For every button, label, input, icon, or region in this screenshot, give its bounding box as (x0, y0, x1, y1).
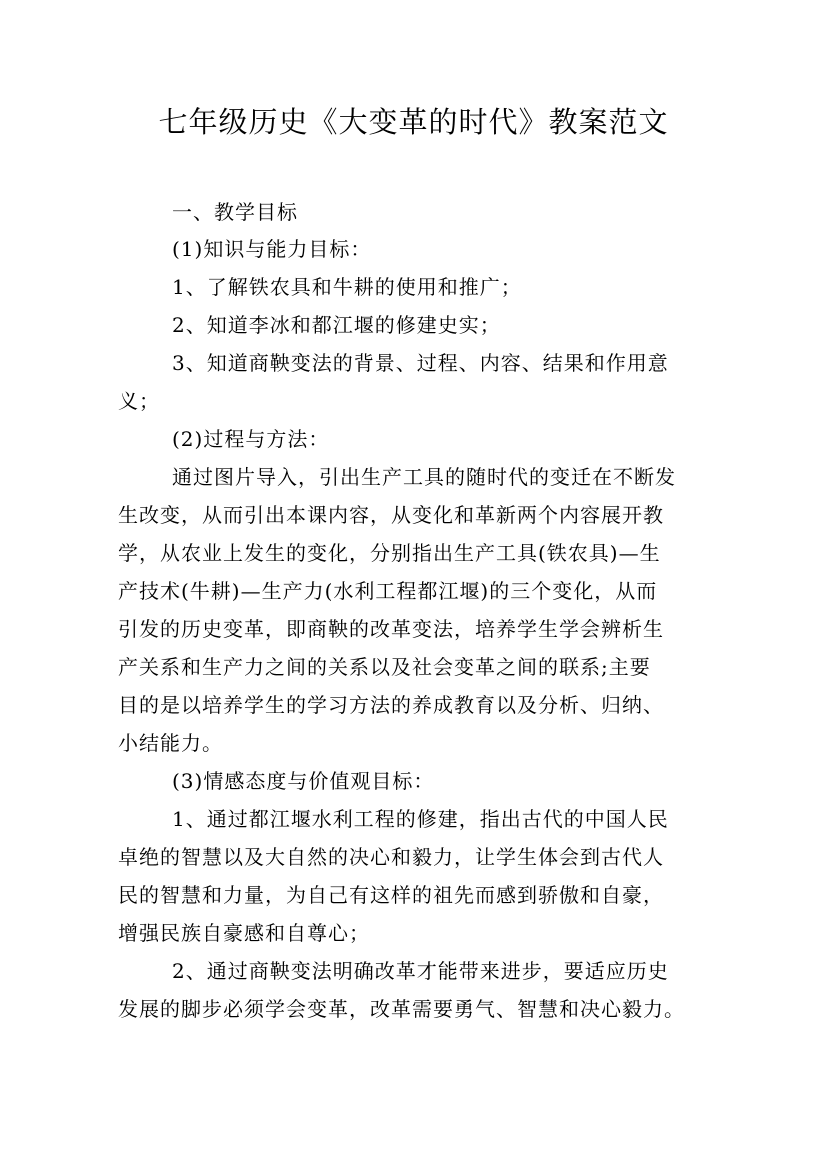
subheading-process-method: (2)过程与方法： (172, 427, 330, 451)
paragraph-line: 目的是以培养学生的学习方法的养成教育以及分析、归纳、 (118, 693, 664, 717)
goal-item-2: 2、知道李冰和都江堰的修建史实； (172, 313, 501, 337)
document-title: 七年级历史《大变革的时代》教案范文 (158, 105, 669, 139)
subheading-knowledge-ability: (1)知识与能力目标： (172, 237, 372, 261)
paragraph-line: 学，从农业上发生的变化，分别指出生产工具(铁农具)—生 (118, 541, 661, 565)
paragraph-line: 生改变，从而引出本课内容，从变化和革新两个内容展开教 (118, 503, 664, 527)
paragraph-line: 通过图片导入，引出生产工具的随时代的变迁在不断发 (172, 465, 676, 489)
heading-teaching-goals: 一、教学目标 (172, 200, 298, 224)
paragraph-line: 产关系和生产力之间的关系以及社会变革之间的联系;主要 (118, 655, 651, 679)
paragraph-line: 产技术(牛耕)—生产力(水利工程都江堰)的三个变化，从而 (118, 579, 658, 603)
paragraph-line: 增强民族自豪感和自尊心； (118, 921, 370, 945)
goal-item-3: 3、知道商鞅变法的背景、过程、内容、结果和作用意 (172, 351, 669, 375)
paragraph-line: 发展的脚步必须学会变革，改革需要勇气、智慧和决心毅力。 (118, 997, 685, 1021)
goal-item-1: 1、了解铁农具和牛耕的使用和推广； (172, 275, 522, 299)
paragraph-line: 2、通过商鞅变法明确改革才能带来进步，要适应历史 (172, 959, 669, 983)
paragraph-line: 民的智慧和力量，为自己有这样的祖先而感到骄傲和自豪， (118, 883, 664, 907)
paragraph-line: 引发的历史变革，即商鞅的改革变法，培养学生学会辨析生 (118, 617, 664, 641)
paragraph-line: 1、通过都江堰水利工程的修建，指出古代的中国人民 (172, 807, 669, 831)
goal-item-3-cont: 义； (118, 389, 160, 413)
paragraph-line: 小结能力。 (118, 731, 223, 755)
paragraph-line: 卓绝的智慧以及大自然的决心和毅力，让学生体会到古代人 (118, 845, 664, 869)
subheading-emotion-values: (3)情感态度与价值观目标： (172, 769, 435, 793)
